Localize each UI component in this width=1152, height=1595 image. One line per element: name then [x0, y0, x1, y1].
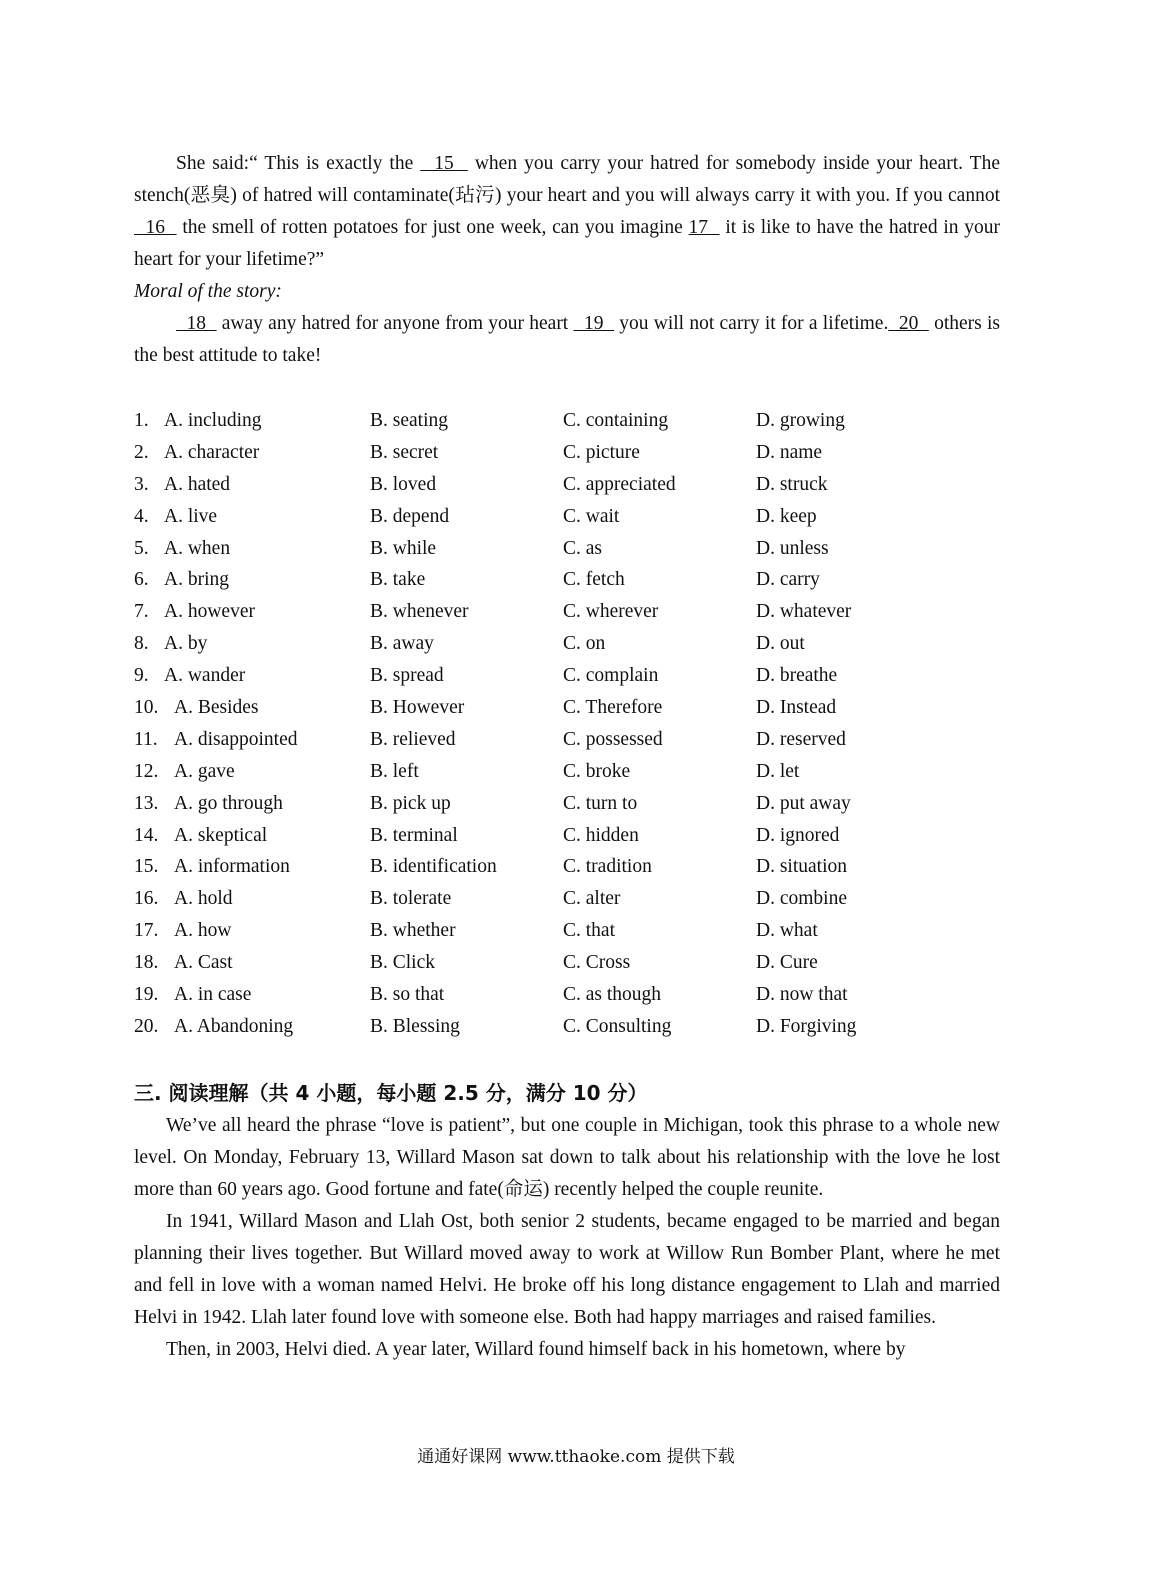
- question-number: 1.: [134, 410, 149, 431]
- option-c: C. appreciated: [563, 473, 676, 495]
- option-a: A. wander: [164, 665, 246, 687]
- option-d: D. what: [756, 920, 818, 942]
- question-row: [134, 757, 1000, 789]
- option-c: C. as: [563, 537, 602, 559]
- option-c: C. turn to: [563, 792, 638, 814]
- option-c: C. alter: [563, 888, 621, 910]
- question-row: [134, 693, 1000, 725]
- option-c: C. as though: [563, 984, 662, 1006]
- page-content: [134, 148, 1000, 1366]
- option-d: D. carry: [756, 569, 820, 591]
- option-a: A. by: [164, 633, 208, 655]
- blank-18: 18: [176, 313, 217, 334]
- option-d: D. out: [756, 633, 805, 655]
- question-row: [134, 980, 1000, 1012]
- option-a: A. however: [164, 601, 255, 623]
- option-c: C. that: [563, 920, 615, 942]
- question-row: [134, 821, 1000, 853]
- reading-passage: [134, 1110, 1000, 1366]
- option-b: B. secret: [370, 441, 439, 463]
- option-a: A. go through: [174, 792, 283, 814]
- question-number: 7.: [134, 601, 149, 623]
- question-row: [134, 406, 1000, 438]
- option-c: C. containing: [563, 410, 669, 431]
- option-b: B. pick up: [370, 792, 451, 814]
- question-number: 6.: [134, 569, 149, 591]
- blank-20: 20: [888, 313, 929, 334]
- option-d: D. keep: [756, 505, 817, 527]
- text: away any hatred for anyone from your heart: [216, 313, 574, 334]
- question-row: [134, 916, 1000, 948]
- option-d: D. breathe: [756, 665, 838, 687]
- question-number: 17.: [134, 920, 159, 942]
- option-d: D. combine: [756, 888, 847, 910]
- option-a: A. including: [164, 410, 262, 431]
- question-row: [134, 884, 1000, 916]
- question-number: 15.: [134, 856, 159, 878]
- option-b: B. loved: [370, 473, 437, 495]
- option-c: C. fetch: [563, 569, 625, 591]
- option-d: D. let: [756, 760, 800, 782]
- option-a: A. hold: [174, 888, 233, 910]
- option-b: B. spread: [370, 665, 444, 687]
- option-c: C. on: [563, 633, 606, 655]
- cloze-paragraph-2: [134, 308, 1000, 372]
- option-b: B. Blessing: [370, 1015, 460, 1037]
- reading-paragraph: In 1941, Willard Mason and Llah Ost, both senior 2 students, became engaged to be married and began planning their lives together. But Willard moved away to work at Willow Run Bomber Plant, where he met and fell in love with a woman named Helvi. He broke off his long distance engagement to Llah and married Helvi in 1942. Llah later found love with someone else. Both had happy marriages and raised families.: [134, 1210, 1000, 1328]
- option-a: A. hated: [164, 473, 231, 495]
- option-b: B. seating: [370, 410, 448, 431]
- question-row: [134, 1012, 1000, 1044]
- reading-paragraph: We’ve all heard the phrase “love is patient”, but one couple in Michigan, took this phrase to a whole new level. On Monday, February 13, Willard Mason sat down to talk about his relationship with the love he lost more than 60 years ago. Good fortune and fate(命运) recently helped the couple reunite.: [134, 1114, 1000, 1200]
- question-number: 19.: [134, 984, 159, 1006]
- option-b: B. terminal: [370, 824, 458, 846]
- option-c: C. broke: [563, 760, 631, 782]
- option-b: B. depend: [370, 505, 450, 527]
- question-number: 5.: [134, 537, 149, 559]
- option-d: D. reserved: [756, 728, 846, 750]
- option-b: B. away: [370, 633, 434, 655]
- option-d: D. struck: [756, 473, 828, 495]
- question-number: 18.: [134, 952, 159, 974]
- option-d: D. name: [756, 441, 823, 463]
- option-a: A. Besides: [174, 697, 259, 719]
- text: you will not carry it for a lifetime.: [614, 313, 889, 334]
- option-a: A. in case: [174, 984, 252, 1006]
- option-a: A. skeptical: [174, 824, 268, 846]
- option-b: B. while: [370, 537, 437, 559]
- option-b: B. tolerate: [370, 888, 452, 910]
- question-row: [134, 789, 1000, 821]
- option-c: C. Cross: [563, 952, 631, 974]
- option-b: B. take: [370, 569, 426, 591]
- option-c: C. Therefore: [563, 697, 663, 719]
- question-row: [134, 534, 1000, 566]
- question-row: [134, 565, 1000, 597]
- option-c: C. picture: [563, 441, 640, 463]
- question-row: [134, 597, 1000, 629]
- question-number: 8.: [134, 633, 149, 655]
- footer: 通通好课网 www.tthaoke.com 提供下载: [417, 1447, 735, 1467]
- option-c: C. tradition: [563, 856, 652, 878]
- option-d: D. ignored: [756, 824, 840, 846]
- option-a: A. how: [174, 920, 232, 942]
- question-row: [134, 725, 1000, 757]
- option-a: A. character: [164, 441, 260, 463]
- blank-17: 17: [688, 217, 720, 238]
- question-row: [134, 661, 1000, 693]
- option-d: D. Instead: [756, 697, 837, 719]
- option-b: B. so that: [370, 984, 445, 1006]
- option-c: C. possessed: [563, 728, 663, 750]
- option-d: D. growing: [756, 410, 845, 431]
- blank-16: 16: [134, 217, 177, 238]
- answer-options: [134, 406, 1000, 1044]
- text: it is like to have the hatred in your heart for your lifetime?”: [134, 217, 1001, 270]
- option-b: B. left: [370, 760, 419, 782]
- question-row: [134, 629, 1000, 661]
- option-c: C. wait: [563, 505, 620, 527]
- question-number: 13.: [134, 792, 159, 814]
- option-c: C. complain: [563, 665, 659, 687]
- question-number: 9.: [134, 665, 149, 687]
- text: others is the best attitude to take!: [134, 313, 1001, 366]
- question-row: [134, 948, 1000, 980]
- reading-paragraph: Then, in 2003, Helvi died. A year later, Willard found himself back in his hometown, where by: [166, 1338, 906, 1360]
- option-a: A. information: [174, 856, 290, 878]
- option-a: A. bring: [164, 569, 229, 591]
- option-a: A. disappointed: [174, 728, 298, 750]
- question-number: 16.: [134, 888, 159, 910]
- option-d: D. unless: [756, 537, 829, 559]
- option-d: D. Forgiving: [756, 1015, 857, 1037]
- option-c: C. wherever: [563, 601, 659, 623]
- question-row: [134, 438, 1000, 470]
- question-number: 11.: [134, 728, 158, 750]
- question-number: 4.: [134, 505, 149, 527]
- question-number: 3.: [134, 473, 149, 495]
- option-d: D. Cure: [756, 952, 818, 974]
- question-number: 14.: [134, 824, 159, 846]
- option-b: B. whether: [370, 920, 456, 942]
- question-row: [134, 502, 1000, 534]
- question-number: 10.: [134, 697, 159, 719]
- moral-label: Moral of the story:: [134, 281, 282, 302]
- option-d: D. situation: [756, 856, 847, 878]
- question-row: [134, 852, 1000, 884]
- text: when you carry your hatred for somebody inside your heart. The stench(恶臭) of hatred will contaminate(玷污) your heart and you will always carry it with you. If you cannot: [134, 153, 1000, 206]
- option-c: C. Consulting: [563, 1015, 672, 1037]
- option-d: D. now that: [756, 984, 848, 1006]
- blank-15: 15: [420, 153, 468, 174]
- option-a: A. gave: [174, 760, 235, 782]
- option-b: B. Click: [370, 952, 436, 974]
- text: the smell of rotten potatoes for just one week, can you imagine: [176, 217, 689, 238]
- option-a: A. live: [164, 505, 218, 527]
- question-number: 20.: [134, 1015, 159, 1037]
- option-a: A. Abandoning: [174, 1015, 294, 1037]
- text: She said:“ This is exactly the: [176, 153, 421, 174]
- question-number: 12.: [134, 760, 159, 782]
- option-b: B. identification: [370, 856, 497, 878]
- question-row: [134, 470, 1000, 502]
- option-a: A. when: [164, 537, 231, 559]
- option-b: B. relieved: [370, 728, 456, 750]
- option-c: C. hidden: [563, 824, 639, 846]
- option-d: D. put away: [756, 792, 851, 814]
- option-a: A. Cast: [174, 952, 233, 974]
- cloze-paragraph-1: [134, 148, 1000, 276]
- question-number: 2.: [134, 441, 149, 463]
- option-b: B. However: [370, 697, 465, 719]
- section-title: 三. 阅读理解（共 4 小题，每小题 2.5 分，满分 10 分）: [134, 1080, 648, 1105]
- option-b: B. whenever: [370, 601, 469, 623]
- option-d: D. whatever: [756, 601, 852, 623]
- blank-19: 19: [573, 313, 614, 334]
